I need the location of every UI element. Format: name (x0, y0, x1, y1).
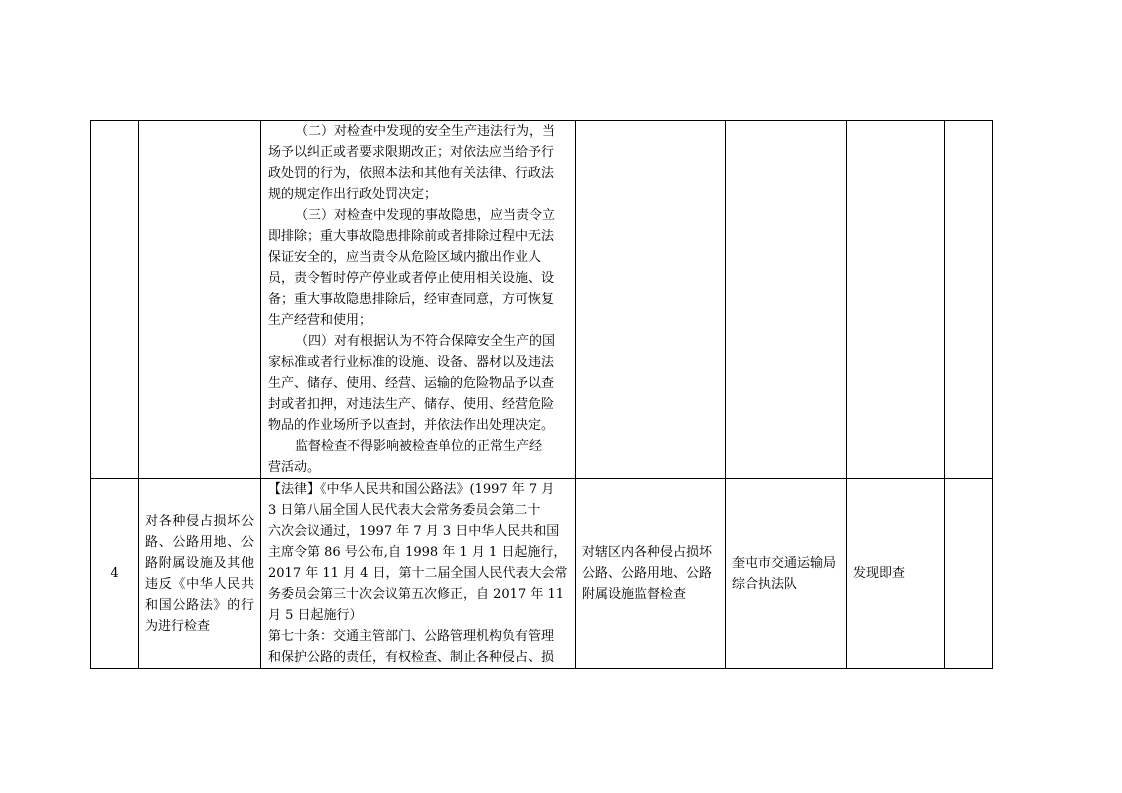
legal-basis-line: 家标准或者行业标准的设施、设备、器材以及违法 (268, 355, 555, 370)
legal-basis-line: 主席令第 86 号公布,自 1998 年 1 月 1 日起施行， (268, 545, 567, 560)
legal-basis-line: （三）对检查中发现的事故隐患，应当责令立 (295, 208, 556, 223)
legal-basis-line: （二）对检查中发现的安全生产违法行为，当 (295, 124, 556, 139)
legal-basis-line: 月 5 日起施行） (268, 608, 363, 623)
legal-basis-line: （四）对有根据认为不符合保障安全生产的国 (295, 334, 556, 349)
legal-basis-line: 即排除；重大事故隐患排除前或者排除过程中无法 (268, 229, 555, 244)
inspection-method (847, 121, 945, 479)
legal-basis (261, 121, 576, 479)
responsible-subject (726, 121, 847, 479)
legal-basis-line: 3 日第八届全国人民代表大会常务委员会第二十 (268, 503, 541, 518)
legal-basis-line: 员，责令暂时停产停业或者停止使用相关设施、设 (268, 271, 555, 286)
legal-basis-line: 政处罚的行为，依照本法和其他有关法律、行政法 (268, 166, 555, 181)
legal-basis-line: 【法律】《中华人民共和国公路法》(1997 年 7 月 (268, 482, 555, 497)
row-number: 4 (91, 479, 139, 669)
responsible-subject: 奎屯市交通运输局综合执法队 (726, 479, 847, 669)
legal-basis-line: 备；重大事故隐患排除后，经审查同意，方可恢复 (268, 292, 555, 307)
inspection-item: 对各种侵占损坏公路、公路用地、公路附属设施及其他违反《中华人民共和国公路法》的行为进行检查 (139, 479, 261, 669)
remarks (945, 121, 993, 479)
legal-basis-line: 务委员会第三十次会议第五次修正，自 2017 年 11 (268, 587, 565, 602)
legal-basis-text (261, 479, 575, 668)
remarks (945, 479, 993, 669)
table-row (91, 479, 993, 669)
inspection-content (576, 121, 726, 479)
inspection-content: 对辖区内各种侵占损坏公路、公路用地、公路附属设施监督检查 (576, 479, 726, 669)
inspection-item (139, 121, 261, 479)
inspection-method: 发现即查 (847, 479, 945, 669)
legal-basis-line: 生产经营和使用； (268, 313, 373, 328)
legal-basis-line: 六次会议通过，1997 年 7 月 3 日中华人民共和国 (268, 524, 560, 539)
legal-basis (261, 479, 576, 669)
legal-basis-line: 2017 年 11 月 4 日，第十二届全国人民代表大会常 (268, 566, 568, 581)
inspection-table (90, 120, 993, 669)
legal-basis-line: 封或者扣押，对违法生产、储存、使用、经营危险 (268, 397, 555, 412)
legal-basis-line: 物品的作业场所予以查封，并依法作出处理决定。 (268, 418, 555, 433)
legal-basis-line: 和保护公路的责任，有权检查、制止各种侵占、损 (268, 650, 555, 665)
legal-basis-line: 第七十条：交通主管部门、公路管理机构负有管理 (268, 629, 555, 644)
legal-basis-line: 保证安全的，应当责令从危险区域内撤出作业人 (268, 250, 542, 265)
legal-basis-line: 营活动。 (268, 460, 321, 475)
legal-basis-line: 场予以纠正或者要求限期改正；对依法应当给予行 (268, 145, 555, 160)
row-number (91, 121, 139, 479)
table-row (91, 121, 993, 479)
legal-basis-line: 监督检查不得影响被检查单位的正常生产经 (295, 439, 543, 454)
legal-basis-line: 规的规定作出行政处罚决定； (268, 187, 438, 202)
table-body (91, 121, 993, 669)
legal-basis-line: 生产、储存、使用、经营、运输的危险物品予以查 (268, 376, 555, 391)
legal-basis-text (261, 121, 575, 478)
